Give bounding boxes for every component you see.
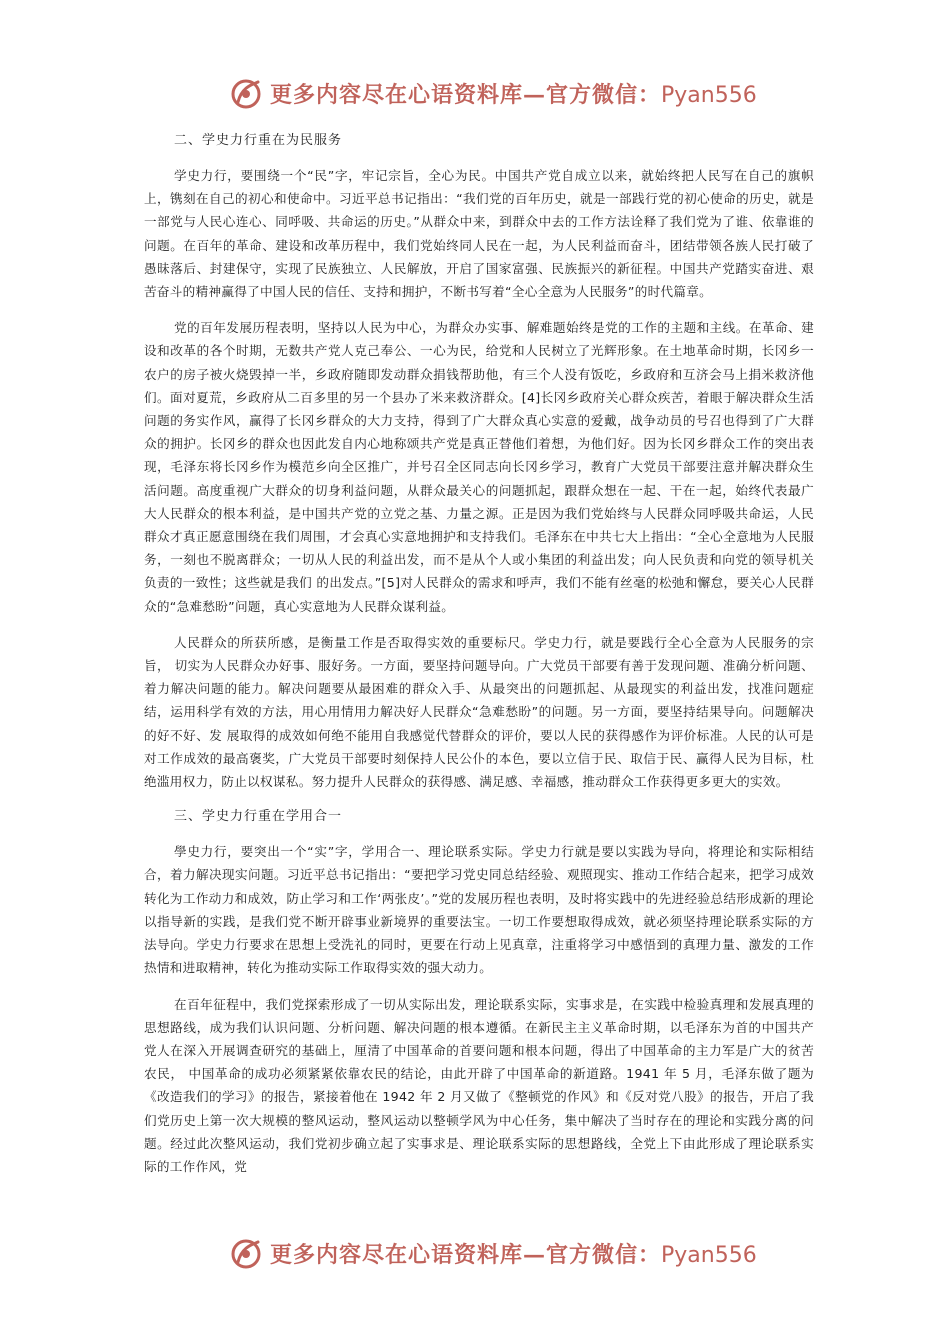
section-heading: 二、学史力行重在为民服务 — [174, 133, 343, 148]
paragraph: 人民群众的所获所感，是衡量工作是否取得实效的重要标尺。学史力行，就是要践行全心全意为人民服务的宗旨， 切实为人民群众办好事、服好务。一方面，要坚持问题导向。广大党员干部要有善于发现问题、准确分析问题、着力解决问题的能力。解决问题要从最困难的群众入手、从最突出的问题抓起、从最现实的利益出发，找准问题症结，运用科学有效的方法，用心用情用力解决好人民群众“急难愁盼”的问题。另一方面，要坚持结果导向。问题解决的好不好、发 展取得的成效如何绝不能用自我感觉代替群众的评价，要以人民的获得感作为评价标准。人民的认可是对工作成效的最高褒奖，广大党员干部要时刻保持人民公仆的本色，要以立信于民、取信于民、赢得人民为目标，杜绝滥用权力，防止以权谋私。努力提升人民群众的获得感、满足感、幸福感，推动群众工作获得更多更大的实效。 — [144, 634, 814, 790]
footer-banner — [0, 1234, 950, 1274]
paragraph: 在百年征程中，我们党探索形成了一切从实际出发，理论联系实际，实事求是，在实践中检验真理和发展真理的 思想路线，成为我们认识问题、分析问题、解决问题的根本遵循。在新民主主义革命时期，以毛泽东为首的中国共产党人在深入开展调查研究的基础上，厘清了中国革命的首要问题和根本问题，得出了中国革命的主力军是广大的贫苦农民， 中国革命的成功必须紧紧依靠农民的结论，由此开辟了中国革命的新道路。1941 年 5 月，毛泽东做了题为《改造我们的学习》的报告，紧接着他在 1942 年 2 月又做了《整顿党的作风》和《反对党八股》的报告，开启了我们党历史上第一次大规模的整风运动，整风运动以整顿学风为中心任务，集中解决了当时存在的理论和实践分离的问题。经过此次整风运动，我们党初步确立起了实事求是、理论联系实际的思想路线，全党上下由此形成了理论联系实际的工作作风，党 — [144, 996, 814, 1174]
paragraph: 學史力行，要突出一个“实”字，学用合一、理论联系实际。学史力行就是要以实践为导向，将理论和实际相结合，着力解决现实问题。习近平总书记指出：“要把学习党史同总结经验、观照现实、推动工作结合起来，把学习成效转化为工作动力和成效，防止学习和工作‘两张皮’。”党的发展历程也表明，及时将实践中的先进经验总结形成新的理论以指导新的实践，是我们党不断开辟事业新境界的重要法宝。一切工作要想取得成效，就必须坚持理论联系实际的方法导向。学史力行要求在思想上受洗礼的同时，更要在行动上见真章，注重将学习中感悟到的真理力量、激发的工作热情和进取精神，转化为推动实际工作取得实效的强大动力。 — [144, 844, 814, 976]
paragraph: 党的百年发展历程表明，坚持以人民为中心，为群众办实事、解难题始终是党的工作的主题和主线。在革命、建 设和改革的各个时期，无数共产党人克己奉公、一心为民，给党和人民树立了光辉形象。在土地革命时期，长冈乡一农户的房子被火烧毁掉一半，乡政府随即发动群众捐钱帮助他，有三个人没有饭吃，乡政府和互济会马上捐米救济他们。面对夏荒，乡政府从二百多里的另一个县办了米来救济群众。[4]长冈乡政府关心群众疾苦，着眼于解决群众生活问题的务实作风，赢得了长冈乡群众的大力支持，得到了广大群众真心实意的爱戴，战争动员的号召也得到了广大群众的拥护。长冈乡的群众也因此发自内心地称颂共产党是真正替他们着想，为他们好。因为长冈乡群众工作的突出表现，毛泽东将长冈乡作为模范乡向全区推广，并号召全区同志向长冈乡学习，教育广大党员干部要注意并解决群众生活问题。高度重视广大群众的切身利益问题，从群众最关心的问题抓起，跟群众想在一起、干在一起，始终代表最广大人民群众的根本利益，是中国共产党的立党之基、力量之源。正是因为我们党始终与人民群众同呼吸共命运，人民群众才真正愿意围绕在我们周围，才会真心实意地拥护和支持我们。毛泽东在中共七大上指出：“全心全意地为人民服务，一刻也不脱离群众；一切从人民的利益出发，而不是从个人或小集团的利益出发；向人民负责和向党的领导机关负责的一致性；这些就是我们 的出发点。”[5]对人民群众的需求和呼声，我们不能有丝毫的松弛和懈怠，要关心人民群众的“急难愁盼”问题，真心实意地为人民群众谋利益。 — [144, 320, 814, 614]
document-body — [144, 130, 814, 1191]
section-heading: 三、学史力行重在学用合一 — [174, 809, 343, 825]
wechat-id: Pyan556 — [661, 1243, 757, 1268]
banner-slogan-text: 更多内容尽在心语资料库—官方微信： — [270, 1242, 662, 1268]
brand-logo-icon — [228, 76, 264, 112]
header-banner — [0, 74, 950, 114]
banner-slogan — [270, 1238, 757, 1269]
wechat-id: Pyan556 — [661, 83, 757, 108]
brand-logo-icon — [228, 1236, 264, 1272]
banner-slogan-text: 更多内容尽在心语资料库—官方微信： — [270, 82, 662, 108]
banner-slogan — [270, 78, 757, 109]
paragraph: 学史力行，要围绕一个“民”字，牢记宗旨，全心为民。中国共产党自成立以来，就始终把人民写在自己的旗帜上，镌刻在自己的初心和使命中。习近平总书记指出：“我们党的百年历史，就是一部践行党的初心使命的历史，就是一部党与人民心连心、同呼吸、共命运的历史。”从群众中来，到群众中去的工作方法诠释了我们党为了谁、依靠谁的问题。在百年的革命、建设和改革历程中，我们党始终同人民在一起，为人民利益而奋斗，团结带领各族人民打破了愚昧落后、封建保守，实现了民族独立、人民解放，开启了国家富强、民族振兴的新征程。中国共产党踏实奋进、艰苦奋斗的精神赢得了中国人民的信任、支持和拥护，不断书写着“全心全意为人民服务”的时代篇章。 — [144, 168, 814, 300]
